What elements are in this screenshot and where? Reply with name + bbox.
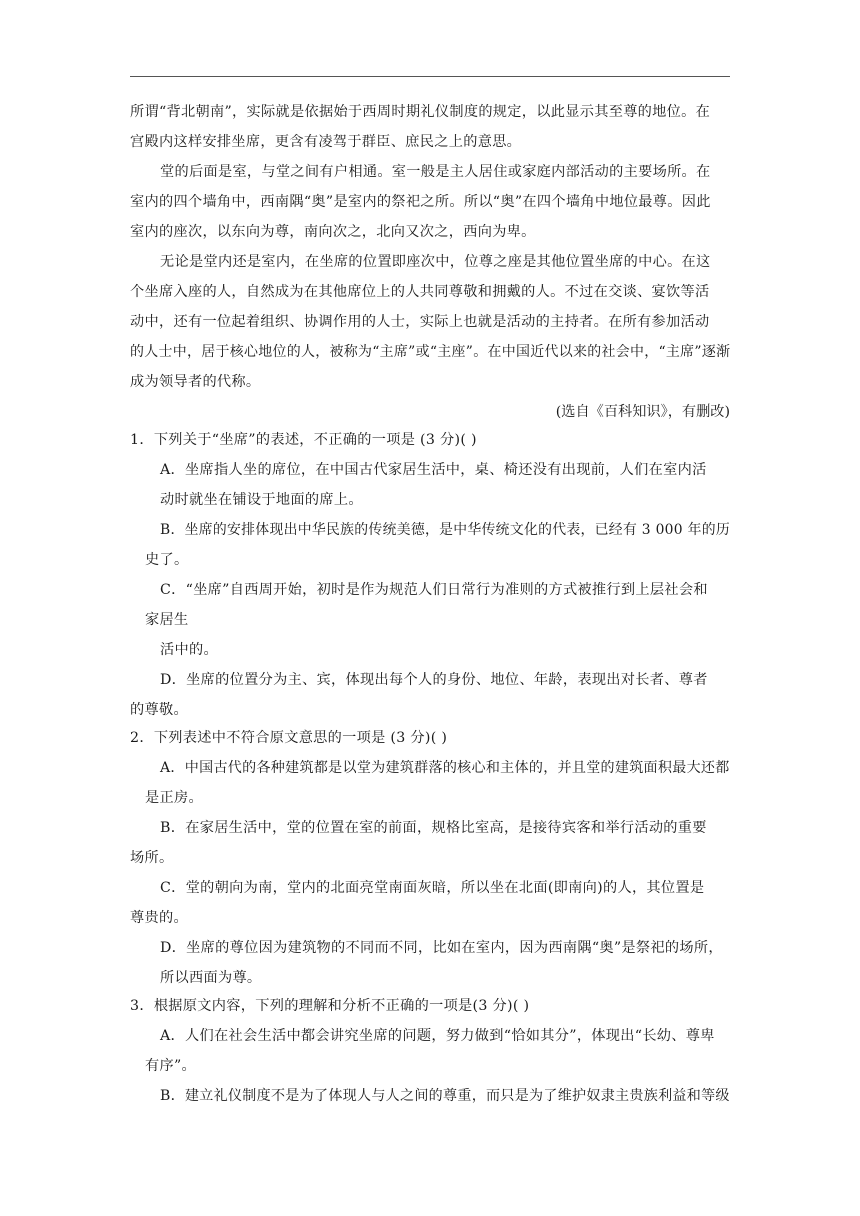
option-b: B．坐席的安排体现出中华民族的传统美德，是中华传统文化的代表，已经有 3 000 年的历 <box>160 522 730 538</box>
option-c-cont: 尊贵的。 <box>130 910 188 926</box>
passage-line: 动中，还有一位起着组织、协调作用的人士，实际上也就是活动的主持者。在所有参加活动 <box>130 314 710 330</box>
passage-line: 宫殿内这样安排坐席，更含有凌驾于群臣、庶民之上的意思。 <box>130 134 522 150</box>
option-a-cont: 动时就坐在铺设于地面的席上。 <box>160 492 363 508</box>
option-b: B．建立礼仪制度不是为了体现人与人之间的尊重，而只是为了维护奴隶主贵族利益和等级 <box>160 1088 730 1104</box>
question-stem: 1．下列关于“坐席”的表述，不正确的一项是 (3 分)( ) <box>130 432 477 448</box>
header-rule <box>130 76 730 77</box>
question-stem: 3．根据原文内容，下列的理解和分析不正确的一项是(3 分)( ) <box>130 998 530 1014</box>
option-d: D．坐席的尊位因为建筑物的不同而不同，比如在室内，因为西南隅“奥”是祭祀的场所， <box>160 940 723 956</box>
option-c: C．堂的朝向为南，堂内的北面亮堂南面灰暗，所以坐在北面(即南向)的人，其位置是 <box>160 880 705 896</box>
option-c-cont: 家居生 <box>145 612 189 628</box>
passage-line: 个坐席入座的人，自然成为在其他席位上的人共同尊敬和拥戴的人。不过在交谈、宴饮等活 <box>130 284 710 300</box>
option-c-cont: 活中的。 <box>160 642 218 658</box>
option-a: A．人们在社会生活中都会讲究坐席的问题，努力做到“恰如其分”，体现出“长幼、尊卑 <box>160 1028 715 1044</box>
option-d: D．坐席的位置分为主、宾，体现出每个人的身份、地位、年龄，表现出对长者、尊者 <box>160 672 708 688</box>
option-a: A．坐席指人坐的席位，在中国古代家居生活中，桌、椅还没有出现前，人们在室内活 <box>160 462 707 478</box>
option-d-cont: 所以西面为尊。 <box>160 970 262 986</box>
option-c: C．“坐席”自西周开始，初时是作为规范人们日常行为准则的方式被推行到上层社会和 <box>160 582 708 598</box>
option-a-cont: 有序”。 <box>145 1058 197 1074</box>
question-stem: 2．下列表述中不符合原文意思的一项是 (3 分)( ) <box>130 730 448 746</box>
passage-line: 无论是堂内还是室内，在坐席的位置即座次中，位尊之座是其他位置坐席的中心。在这 <box>160 254 711 270</box>
source-citation: (选自《百科知识》，有删改) <box>555 404 730 420</box>
option-a-cont: 是正房。 <box>145 790 203 806</box>
passage-line: 堂的后面是室，与堂之间有户相通。室一般是主人居住或家庭内部活动的主要场所。在 <box>160 164 711 180</box>
option-b-cont: 场所。 <box>130 850 174 866</box>
passage-line: 所谓“背北朝南”，实际就是依据始于西周时期礼仪制度的规定，以此显示其至尊的地位。在 <box>130 104 711 120</box>
passage-line: 室内的四个墙角中，西南隅“奥”是室内的祭祀之所。所以“奥”在四个墙角中地位最尊。因此 <box>130 194 711 210</box>
option-b: B．在家居生活中，堂的位置在室的前面，规格比室高，是接待宾客和举行活动的重要 <box>160 820 707 836</box>
passage-line: 室内的座次，以东向为尊，南向次之，北向又次之，西向为卑。 <box>130 224 536 240</box>
option-b-cont: 史了。 <box>145 552 189 568</box>
option-a: A．中国古代的各种建筑都是以堂为建筑群落的核心和主体的，并且堂的建筑面积最大还都 <box>160 760 730 776</box>
passage-line: 的人士中，居于核心地位的人，被称为“主席”或“主座”。在中国近代以来的社会中，“主席”逐渐 <box>130 344 731 360</box>
passage-line: 成为领导者的代称。 <box>130 374 261 390</box>
option-d-cont: 的尊敬。 <box>130 702 188 718</box>
